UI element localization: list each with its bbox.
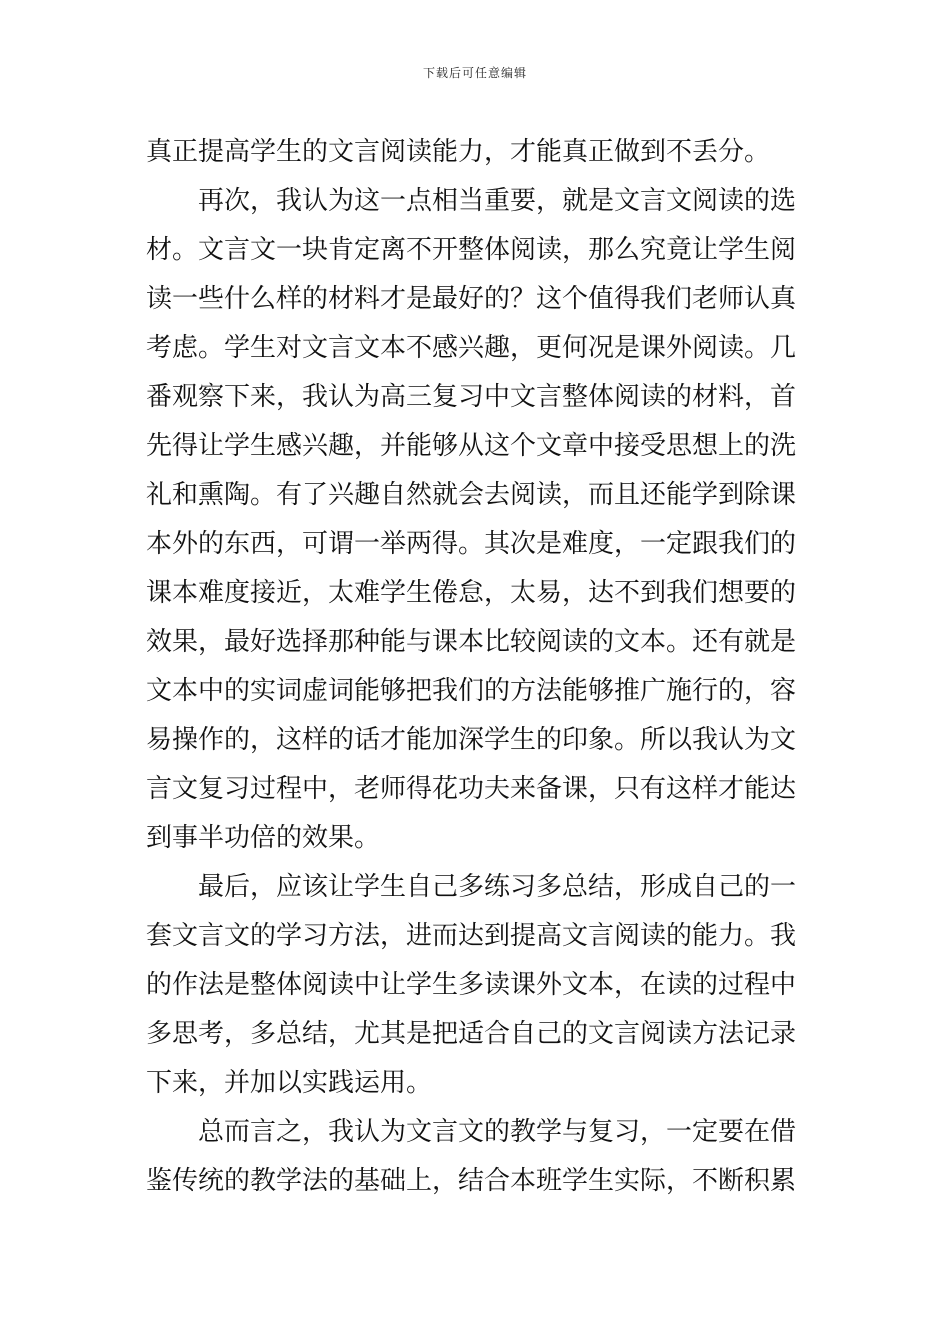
text-line: 鉴传统的教学法的基础上，结合本班学生实际，不断积累 [146,1166,797,1196]
text-line: 言文复习过程中，老师得花功夫来备课，只有这样才能达 [146,774,797,804]
text-line: 考虑。学生对文言文本不感兴趣，更何况是课外阅读。几 [146,333,797,363]
text-line: 套文言文的学习方法，进而达到提高文言阅读的能力。我 [146,921,797,951]
text-line: 下来，并加以实践运用。 [146,1068,433,1098]
text-line: 效果，最好选择那种能与课本比较阅读的文本。还有就是 [146,627,797,657]
text-line: 再次，我认为这一点相当重要，就是文言文阅读的选 [146,186,797,216]
text-line: 材。文言文一块肯定离不开整体阅读，那么究竟让学生阅 [146,235,797,265]
text-line: 易操作的，这样的话才能加深学生的印象。所以我认为文 [146,725,797,755]
text-line: 最后，应该让学生自己多练习多总结，形成自己的一 [146,872,797,902]
text-line: 真正提高学生的文言阅读能力，才能真正做到不丢分。 [146,137,771,167]
text-line: 文本中的实词虚词能够把我们的方法能够推广施行的，容 [146,676,797,706]
text-line: 课本难度接近，太难学生倦怠，太易，达不到我们想要的 [146,578,797,608]
text-line: 本外的东西，可谓一举两得。其次是难度，一定跟我们的 [146,529,797,559]
text-line: 读一些什么样的材料才是最好的？这个值得我们老师认真 [146,284,797,314]
text-line: 番观察下来，我认为高三复习中文言整体阅读的材料，首 [146,382,797,412]
page-header: 下载后可任意编辑 [422,66,527,80]
text-line: 到事半功倍的效果。 [146,823,381,853]
body-text [146,128,806,1206]
text-line: 总而言之，我认为文言文的教学与复习，一定要在借 [146,1117,797,1147]
text-line: 的作法是整体阅读中让学生多读课外文本，在读的过程中 [146,970,797,1000]
text-line: 多思考，多总结，尤其是把适合自己的文言阅读方法记录 [146,1019,797,1049]
text-line: 礼和熏陶。有了兴趣自然就会去阅读，而且还能学到除课 [146,480,797,510]
text-line: 先得让学生感兴趣，并能够从这个文章中接受思想上的洗 [146,431,797,461]
